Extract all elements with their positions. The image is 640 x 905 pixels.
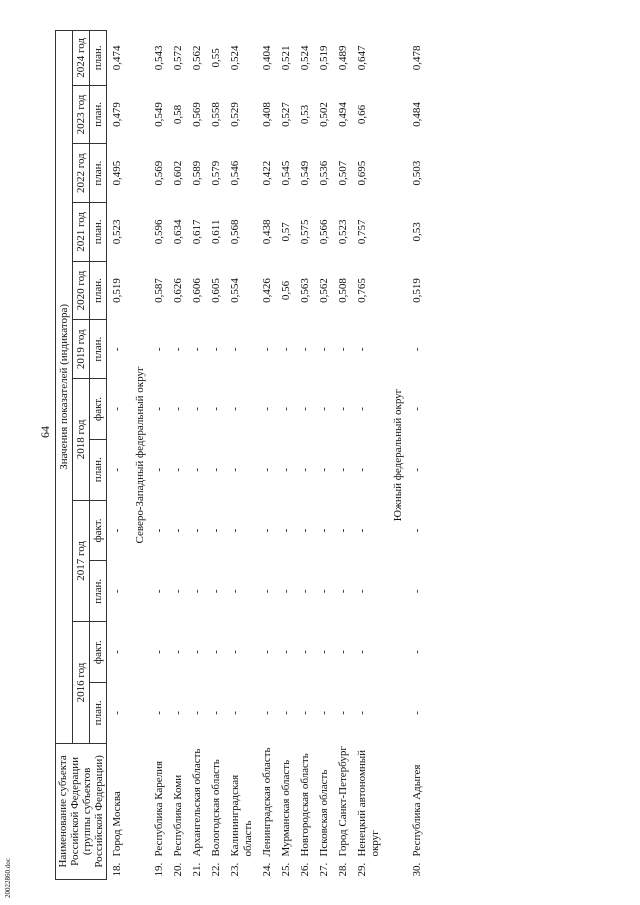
- row-region-name: Республика Коми: [172, 774, 184, 857]
- row-value: -: [229, 467, 241, 472]
- table-row: [261, 31, 274, 880]
- header-year: 2021 год: [73, 203, 90, 262]
- row-number: 30.: [411, 862, 423, 877]
- row-value: 0,56: [280, 280, 292, 301]
- header-year: 2020 год: [73, 261, 90, 320]
- header-year: 2023 год: [73, 85, 90, 144]
- row-value: 0,606: [191, 278, 203, 303]
- row-value: 0,478: [411, 45, 423, 71]
- row-value: -: [210, 407, 222, 411]
- row-value: -: [411, 589, 423, 594]
- row-value: -: [337, 347, 349, 352]
- row-value: 0,527: [280, 102, 292, 127]
- row-value: -: [261, 528, 273, 533]
- row-value: 0,605: [210, 278, 222, 303]
- row-value: -: [280, 347, 292, 352]
- row-value: 0,569: [191, 102, 203, 127]
- row-value: 0,484: [411, 102, 423, 127]
- row-value: 0,546: [229, 160, 241, 186]
- row-value: -: [153, 347, 165, 352]
- row-value: 0,57: [280, 222, 292, 242]
- row-value: -: [229, 347, 241, 352]
- header-subcol: план.: [90, 85, 107, 144]
- rotated-table-container: [55, 30, 585, 880]
- row-value: 0,611: [210, 219, 222, 245]
- header-subcol: факт.: [90, 622, 107, 683]
- row-value: -: [299, 528, 311, 533]
- table-row: [111, 31, 124, 880]
- row-value: 0,587: [153, 278, 165, 303]
- row-value: -: [261, 407, 273, 411]
- row-value: 0,566: [318, 219, 330, 245]
- row-number: 20.: [172, 862, 184, 877]
- row-value: 0,558: [210, 102, 222, 127]
- row-value: 0,634: [172, 219, 184, 245]
- row-value: -: [280, 407, 292, 411]
- row-value: -: [318, 407, 330, 411]
- header-subcol: план.: [90, 144, 107, 203]
- row-value: 0,404: [261, 45, 273, 71]
- row-value: -: [210, 711, 222, 715]
- row-value: -: [318, 589, 330, 594]
- header-subcol: план.: [90, 31, 107, 86]
- district-label: Южный федеральный округ: [392, 388, 404, 522]
- row-value: 0,519: [318, 45, 330, 71]
- row-value: -: [172, 347, 184, 352]
- row-value: 0,507: [337, 160, 349, 186]
- row-value: 0,502: [318, 102, 330, 127]
- row-value: 0,494: [337, 102, 349, 127]
- row-number: 28.: [337, 862, 349, 877]
- row-value: -: [261, 467, 273, 472]
- row-value: -: [299, 650, 311, 654]
- header-subcol: факт.: [90, 379, 107, 440]
- row-value: 0,479: [111, 102, 123, 127]
- row-value: 0,523: [337, 219, 349, 245]
- row-value: -: [111, 347, 123, 352]
- table-row: [153, 31, 166, 880]
- row-region-name: Республика Карелия: [153, 760, 165, 857]
- row-value: -: [337, 589, 349, 594]
- table-row: [299, 31, 312, 880]
- row-value: -: [356, 347, 368, 352]
- row-value: 0,519: [111, 278, 123, 303]
- row-value: 0,549: [153, 102, 165, 127]
- row-value: -: [191, 407, 203, 411]
- row-region-name: Вологодская область: [210, 759, 222, 857]
- row-value: -: [337, 528, 349, 533]
- row-value: -: [299, 407, 311, 411]
- row-value: -: [210, 589, 222, 594]
- row-value: -: [229, 589, 241, 594]
- row-number: 22.: [210, 862, 222, 877]
- row-value: -: [356, 467, 368, 472]
- row-value: -: [172, 650, 184, 654]
- row-value: 0,524: [229, 45, 241, 71]
- row-value: 0,572: [172, 45, 184, 71]
- row-value: -: [191, 347, 203, 352]
- header-subcol: план.: [90, 261, 107, 320]
- row-value: 0,568: [229, 219, 241, 245]
- header-year: 2016 год: [73, 622, 90, 744]
- row-value: -: [153, 407, 165, 411]
- row-value: -: [356, 650, 368, 654]
- row-value: -: [411, 347, 423, 352]
- row-value: -: [210, 650, 222, 654]
- row-region-name: Псковская область: [318, 769, 330, 857]
- row-value: -: [318, 347, 330, 352]
- row-number: 26.: [299, 862, 311, 877]
- row-value: 0,489: [337, 45, 349, 71]
- row-region-name: Ленинградская область: [261, 747, 273, 857]
- row-value: 0,563: [299, 278, 311, 303]
- row-region-name: Ненецкий автономный округ: [356, 749, 381, 857]
- row-value: 0,579: [210, 160, 222, 186]
- district-label: Северо-Западный федеральный округ: [134, 366, 146, 544]
- row-value: -: [111, 589, 123, 594]
- row-value: -: [261, 650, 273, 654]
- row-value: 0,596: [153, 219, 165, 245]
- row-value: -: [318, 711, 330, 715]
- row-value: -: [210, 467, 222, 472]
- row-value: -: [111, 650, 123, 654]
- row-value: -: [318, 467, 330, 472]
- header-subcol: план.: [90, 203, 107, 262]
- row-value: -: [111, 711, 123, 715]
- row-value: -: [191, 650, 203, 654]
- row-value: 0,562: [191, 45, 203, 71]
- row-value: -: [356, 528, 368, 533]
- row-value: 0,521: [280, 45, 292, 71]
- table-row: [411, 31, 424, 880]
- row-value: 0,53: [299, 104, 311, 125]
- row-value: 0,765: [356, 278, 368, 303]
- header-year: 2019 год: [73, 320, 90, 379]
- row-value: 0,438: [261, 219, 273, 245]
- row-value: -: [111, 467, 123, 472]
- row-value: -: [411, 467, 423, 472]
- row-value: 0,519: [411, 278, 423, 303]
- row-number: 27.: [318, 862, 330, 877]
- header-subcol: план.: [90, 682, 107, 743]
- row-value: 0,529: [229, 102, 241, 127]
- row-value: -: [229, 650, 241, 654]
- row-value: -: [153, 589, 165, 594]
- row-value: -: [299, 467, 311, 472]
- header-name-col: Наименование субъекта Российской Федерации (группы субъектов Российской Федерации): [56, 743, 107, 879]
- header-subcol: факт.: [90, 500, 107, 561]
- header-year: 2022 год: [73, 144, 90, 203]
- row-value: 0,495: [111, 160, 123, 186]
- row-value: -: [318, 650, 330, 654]
- header-year: 2017 год: [73, 500, 90, 622]
- row-value: -: [299, 347, 311, 352]
- district-row: [388, 31, 411, 880]
- row-value: -: [337, 650, 349, 654]
- row-value: 0,554: [229, 278, 241, 303]
- row-value: -: [153, 467, 165, 472]
- row-value: -: [411, 711, 423, 715]
- row-value: -: [411, 650, 423, 654]
- row-value: -: [280, 711, 292, 715]
- row-value: -: [411, 407, 423, 411]
- row-number: 29.: [356, 862, 368, 877]
- row-value: -: [229, 528, 241, 533]
- row-value: -: [191, 589, 203, 594]
- row-value: -: [210, 528, 222, 533]
- row-value: -: [318, 528, 330, 533]
- row-value: 0,562: [318, 278, 330, 303]
- row-value: 0,617: [191, 219, 203, 245]
- page-number: 64: [38, 426, 52, 438]
- row-value: -: [356, 711, 368, 715]
- header-subcol: план.: [90, 561, 107, 622]
- row-value: 0,575: [299, 219, 311, 245]
- row-value: 0,545: [280, 160, 292, 186]
- row-value: -: [210, 347, 222, 352]
- row-value: 0,55: [210, 48, 222, 68]
- header-values-col: Значения показателей (индикатора): [56, 31, 73, 744]
- row-value: -: [261, 711, 273, 715]
- row-number: 21.: [191, 862, 203, 877]
- row-value: 0,626: [172, 278, 184, 303]
- header-subcol: план.: [90, 439, 107, 500]
- row-value: 0,523: [111, 219, 123, 245]
- row-number: 23.: [229, 862, 241, 877]
- footer-filename: 20022860.doc: [4, 858, 12, 898]
- row-value: -: [261, 589, 273, 594]
- table-row: [229, 31, 255, 880]
- district-row: [130, 31, 153, 880]
- row-number: 24.: [261, 862, 273, 877]
- row-value: -: [153, 711, 165, 715]
- row-value: 0,422: [261, 160, 273, 186]
- row-value: 0,524: [299, 45, 311, 71]
- row-value: 0,647: [356, 45, 368, 71]
- row-value: -: [229, 407, 241, 411]
- indicator-table: [55, 30, 430, 880]
- row-value: -: [337, 711, 349, 715]
- row-region-name: Город Санкт-Петербург: [337, 746, 349, 857]
- row-value: 0,53: [411, 222, 423, 242]
- row-value: -: [153, 528, 165, 533]
- row-value: 0,549: [299, 160, 311, 186]
- row-value: -: [172, 407, 184, 411]
- row-region-name: Город Москва: [111, 791, 123, 857]
- row-number: 25.: [280, 862, 292, 877]
- table-row: [191, 31, 204, 880]
- table-row: [172, 31, 185, 880]
- row-value: 0,503: [411, 160, 423, 186]
- row-number: 18.: [111, 862, 123, 877]
- row-value: -: [191, 467, 203, 472]
- row-value: -: [337, 467, 349, 472]
- row-value: -: [153, 650, 165, 654]
- row-value: -: [172, 711, 184, 715]
- row-value: -: [280, 650, 292, 654]
- header-year: 2018 год: [73, 379, 90, 501]
- row-value: -: [280, 589, 292, 594]
- table-row: [318, 31, 331, 880]
- row-region-name: Мурманская область: [280, 759, 292, 857]
- row-value: -: [356, 407, 368, 411]
- row-value: 0,58: [172, 104, 184, 125]
- header-row-1: [56, 31, 73, 880]
- row-value: 0,508: [337, 278, 349, 303]
- row-value: -: [191, 528, 203, 533]
- row-value: -: [191, 711, 203, 715]
- row-value: 0,408: [261, 102, 273, 127]
- row-value: -: [111, 407, 123, 411]
- row-region-name: Калининградская область: [229, 774, 254, 857]
- row-value: 0,543: [153, 45, 165, 71]
- row-value: -: [280, 467, 292, 472]
- row-value: 0,536: [318, 160, 330, 186]
- table-row: [280, 31, 293, 880]
- row-value: -: [229, 711, 241, 715]
- row-value: 0,589: [191, 160, 203, 186]
- row-value: -: [356, 589, 368, 594]
- row-value: 0,474: [111, 45, 123, 71]
- row-value: -: [299, 711, 311, 715]
- row-region-name: Архангельская область: [191, 748, 203, 857]
- row-value: 0,695: [356, 160, 368, 186]
- row-value: -: [111, 528, 123, 533]
- row-value: -: [172, 589, 184, 594]
- row-gap: [424, 31, 430, 880]
- row-value: -: [280, 528, 292, 533]
- header-year: 2024 год: [73, 31, 90, 86]
- header-subcol: план.: [90, 320, 107, 379]
- row-value: 0,757: [356, 219, 368, 245]
- row-value: -: [261, 347, 273, 352]
- row-value: -: [172, 528, 184, 533]
- row-number: 19.: [153, 862, 165, 877]
- row-value: 0,66: [356, 104, 368, 125]
- row-value: -: [337, 407, 349, 411]
- row-value: 0,602: [172, 160, 184, 186]
- row-value: -: [411, 528, 423, 533]
- row-value: 0,569: [153, 160, 165, 186]
- row-value: 0,426: [261, 278, 273, 303]
- table-row: [210, 31, 223, 880]
- row-region-name: Новгородская область: [299, 753, 311, 857]
- table-row: [337, 31, 350, 880]
- row-value: -: [299, 589, 311, 594]
- table-row: [356, 31, 382, 880]
- row-value: -: [172, 467, 184, 472]
- row-region-name: Республика Адыгея: [411, 764, 423, 857]
